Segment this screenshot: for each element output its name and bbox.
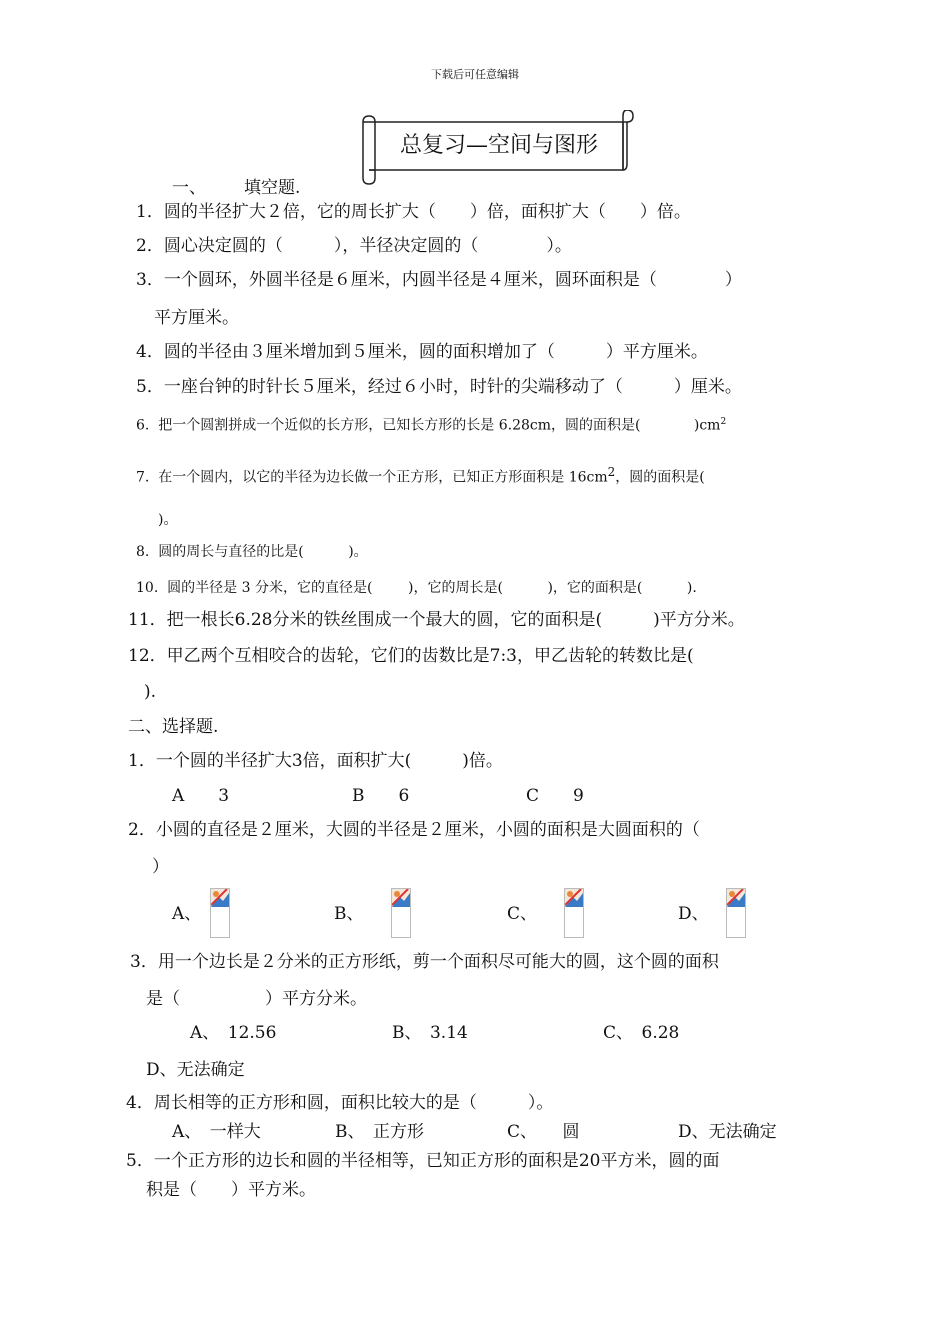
broken-image-icon-c xyxy=(564,888,584,938)
question-3-line1: 3．一个圆环，外圆半径是６厘米，内圆半径是４厘米，圆环面积是（ ） xyxy=(136,270,742,290)
choice-2-option-b: B、 xyxy=(334,904,364,924)
question-7-sup: 2 xyxy=(607,465,616,479)
question-12-line1: 12．甲乙两个互相咬合的齿轮，它们的齿数比是7:3，甲乙齿轮的转数比是( xyxy=(128,646,694,666)
choice-3-option-d: D、无法确定 xyxy=(146,1060,245,1080)
question-3-line2: 平方厘米。 xyxy=(154,308,239,328)
choice-2-option-d: D、 xyxy=(678,904,709,924)
question-1: 1．圆的半径扩大２倍，它的周长扩大（ ）倍，面积扩大（ ）倍。 xyxy=(136,202,691,222)
page-header: 下载后可任意编辑 xyxy=(431,68,519,81)
choice-question-5-line1: 5．一个正方形的边长和圆的半径相等，已知正方形的面积是20平方米，圆的面 xyxy=(126,1151,720,1171)
choice-question-4: 4．周长相等的正方形和圆，面积比较大的是（ ）。 xyxy=(126,1093,554,1113)
choice-question-1: 1．一个圆的半径扩大3倍，面积扩大( )倍。 xyxy=(128,751,503,771)
choice-2-option-a: A、 xyxy=(172,904,202,924)
page-title: 总复习—空间与图形 xyxy=(399,133,598,158)
choice-1-option-c: C 9 xyxy=(526,786,584,806)
choice-4-option-c: C、 圆 xyxy=(507,1122,580,1142)
section1-heading: 填空题. xyxy=(244,178,301,198)
question-7-text: 7. 在一个圆内，以它的半径为边长做一个正方形，已知正方形面积是 16cm xyxy=(136,469,608,486)
choice-question-3-line1: 3．用一个边长是２分米的正方形纸，剪一个面积尽可能大的圆，这个圆的面积 xyxy=(130,952,719,972)
choice-3-option-a: A、 12.56 xyxy=(190,1023,277,1043)
question-4: 4．圆的半径由３厘米增加到５厘米，圆的面积增加了（ ）平方厘米。 xyxy=(136,342,708,362)
choice-question-5-line2: 积是（ ）平方米。 xyxy=(146,1180,316,1200)
broken-image-icon-d xyxy=(726,888,746,938)
choice-4-option-d: D、无法确定 xyxy=(678,1122,777,1142)
choice-4-option-b: B、 正方形 xyxy=(335,1122,424,1142)
choice-4-option-a: A、 一样大 xyxy=(172,1122,261,1142)
question-2: 2．圆心决定圆的（ ），半径决定圆的（ ）。 xyxy=(136,236,572,256)
section1-number: 一、 xyxy=(172,178,206,198)
question-6-sup: 2 xyxy=(720,417,727,427)
question-12-line2: ). xyxy=(144,682,157,702)
choice-question-2-line1: 2．小圆的直径是２厘米，大圆的半径是２厘米，小圆的面积是大圆面积的（ xyxy=(128,820,700,840)
choice-question-2-line2: ） xyxy=(152,857,169,877)
choice-1-option-b: B 6 xyxy=(352,786,410,806)
section2-heading: 二、选择题. xyxy=(128,717,219,737)
question-6-text: 6. 把一个圆割拼成一个近似的长方形，已知长方形的长是 6.28cm，圆的面积是( )cm xyxy=(136,417,721,434)
choice-3-option-b: B、 3.14 xyxy=(392,1023,468,1043)
question-8: 8. 圆的周长与直径的比是( )。 xyxy=(136,544,368,560)
question-6 xyxy=(136,412,726,436)
broken-image-icon-a xyxy=(210,888,230,938)
question-10: 10. 圆的半径是 3 分米，它的直径是( )，它的周长是( )，它的面积是( ). xyxy=(136,580,697,596)
question-7-line2: )。 xyxy=(158,512,178,528)
question-7-tail: ，圆的面积是( xyxy=(615,469,705,486)
question-7-line1 xyxy=(136,462,705,488)
choice-3-option-c: C、 6.28 xyxy=(603,1023,680,1043)
choice-question-3-line2: 是（ ）平方分米。 xyxy=(146,989,367,1009)
title-scroll-banner xyxy=(355,110,635,188)
choice-1-option-a: A 3 xyxy=(172,786,230,806)
question-11: 11．把一根长6.28分米的铁丝围成一个最大的圆，它的面积是( )平方分米。 xyxy=(128,610,745,630)
question-5: 5．一座台钟的时针长５厘米，经过６小时，时针的尖端移动了（ ）厘米。 xyxy=(136,377,742,397)
broken-image-icon-b xyxy=(391,888,411,938)
choice-2-option-c: C、 xyxy=(507,904,538,924)
